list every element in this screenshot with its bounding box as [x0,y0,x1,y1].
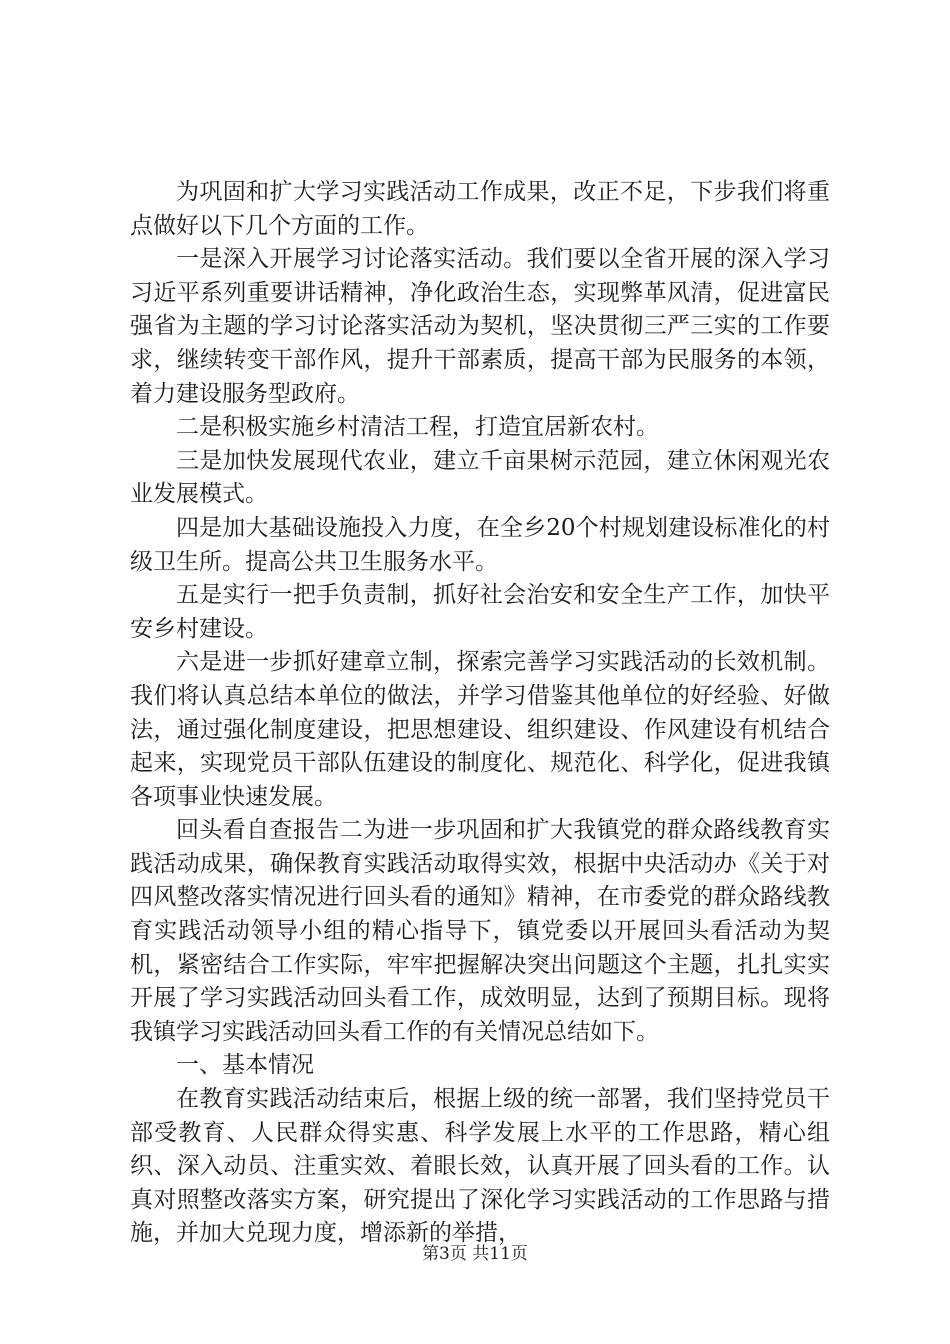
section-heading-basic-situation: 一、基本情况 [176,1052,314,1079]
paragraph-item-5: 五是实行一把手负责制，抓好社会治安和安全生产工作，加快平安乡村建设。 [130,582,830,642]
paragraph-item-1: 一是深入开展学习讨论落实活动。我们要以全省开展的深入学习习近平系列重要讲话精神，净化政治生态，实现弊革风清，促进富民强省为主题的学习讨论落实活动为契机，坚决贯彻三严三实的工作要求，继续转变干部作风，提升干部素质，提高干部为民服务的本领，着力建设服务型政府。 [130,246,830,407]
paragraph-item-3: 三是加快发展现代农业，建立千亩果树示范园，建立休闲观光农业发展模式。 [130,447,830,508]
page-number-footer: 第3页 共11页 [422,1244,528,1264]
paragraph-report-two: 回头看自查报告二为进一步巩固和扩大我镇党的群众路线教育实践活动成果，确保教育实践活动取得实效，根据中央活动办《关于对四风整改落实情况进行回头看的通知》精神，在市委党的群众路线教育实践活动领导小组的精心指导下，镇党委以开展回头看活动为契机，紧密结合工作实际，牢牢把握解决突出问题这个主题，扎扎实实开展了学习实践活动回头看工作，成效明显，达到了预期目标。现将我镇学习实践活动回头看工作的有关情况总结如下。 [130,817,830,1045]
paragraph-item-2: 二是积极实施乡村清洁工程，打造宜居新农村。 [176,414,659,441]
paragraph-item-4: 四是加大基础设施投入力度，在全乡20个村规划建设标准化的村级卫生所。提高公共卫生服务水平。 [130,514,830,575]
paragraph-intro: 为巩固和扩大学习实践活动工作成果，改正不足，下步我们将重点做好以下几个方面的工作。 [130,179,830,239]
paragraph-item-6: 六是进一步抓好建章立制，探索完善学习实践活动的长效机制。我们将认真总结本单位的做法，并学习借鉴其他单位的好经验、好做法，通过强化制度建设，把思想建设、组织建设、作风建设有机结合起来，实现党员干部队伍建设的制度化、规范化、科学化，促进我镇各项事业快速发展。 [130,649,830,810]
paragraph-basic-situation: 在教育实践活动结束后，根据上级的统一部署，我们坚持党员干部受教育、人民群众得实惠、科学发展上水平的工作思路，精心组织、深入动员、注重实效、着眼长效，认真开展了回头看的工作。认真对照整改落实方案，研究提出了深化学习实践活动的工作思路与措施，并加大兑现力度，增添新的举措， [130,1086,830,1247]
document-body [130,176,830,1251]
